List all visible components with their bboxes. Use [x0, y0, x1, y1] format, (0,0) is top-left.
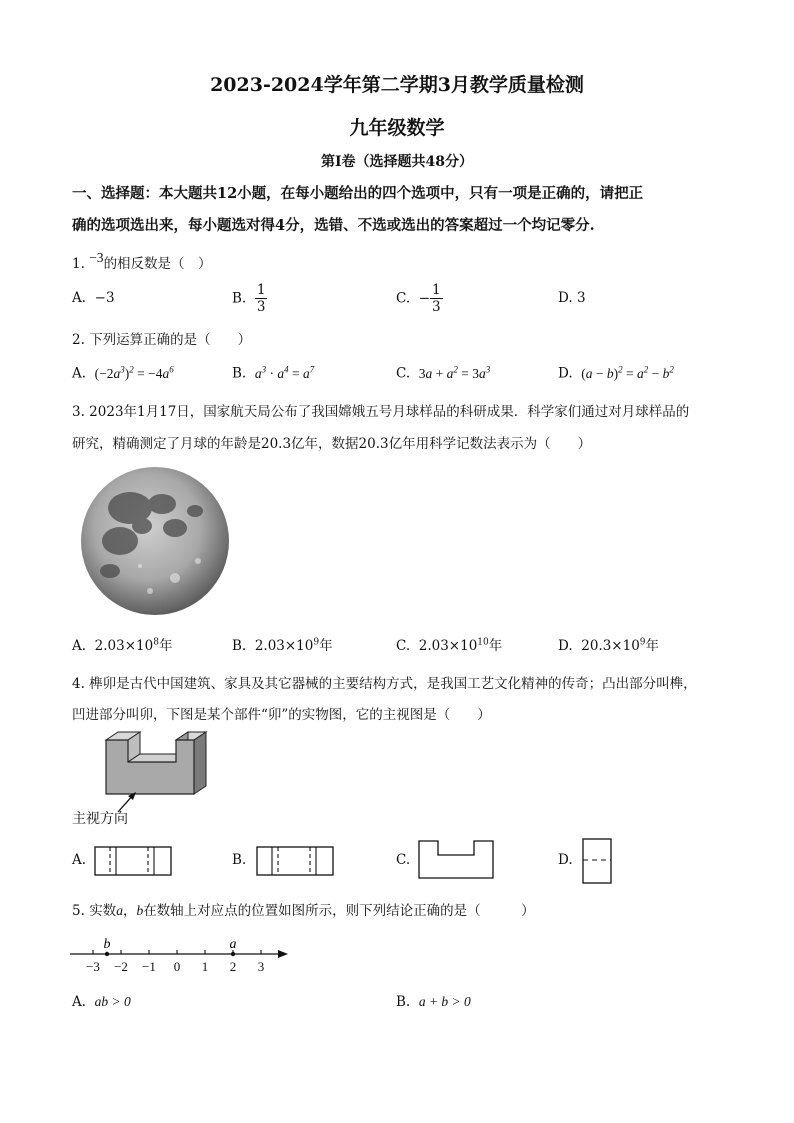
point-a — [231, 952, 235, 956]
option-label: A. — [72, 994, 87, 1010]
q4-option-b-label[interactable]: B. — [232, 852, 247, 868]
axis-arrow — [278, 950, 288, 958]
option-exponent: 10 — [477, 637, 489, 648]
question-2 — [72, 328, 251, 348]
q4-option-a-label[interactable]: A. — [72, 852, 87, 868]
section-line-2: 确的选项选出来，每小题选对得4分，选错、不选或选出的答案超过一个均记零分. — [72, 217, 595, 234]
moon-image — [80, 466, 230, 616]
option-label: C. — [396, 290, 411, 307]
question-number: 5. — [72, 903, 85, 919]
option-label: B. — [232, 638, 247, 654]
option-label: C. — [396, 365, 411, 382]
axis-tick-label: 3 — [257, 959, 265, 974]
question-3-line-1: 3. 2023年1月17日，国家航天局公布了我国嫦娥五号月球样品的科研成果．科学家们通过对月球样品的 — [72, 404, 690, 420]
fraction: $\frac{1}{3}$ — [432, 282, 441, 315]
axis-tick-label: −1 — [142, 959, 156, 974]
option-label: B. — [232, 365, 247, 382]
option-label: B. — [232, 290, 247, 307]
option-unit: 年 — [488, 638, 503, 654]
q2-b-formula: $a^3 \cdot a^4 = a^7$ — [254, 364, 315, 381]
option-label: A. — [72, 638, 87, 654]
q3-option-c[interactable] — [396, 634, 502, 654]
q1-option-a[interactable] — [72, 290, 115, 306]
option-label: D. — [558, 638, 573, 654]
q5-option-a[interactable] — [72, 994, 131, 1010]
point-a-label: a — [229, 937, 237, 952]
variable-b: b — [136, 903, 144, 918]
question-4-line-1: 4. 榫卯是古代中国建筑、家具及其它器械的主要结构方式，是我国工艺文化精神的传奇；凸出部分叫榫， — [72, 676, 697, 692]
q2-option-d[interactable] — [558, 364, 674, 382]
q2-d-formula: $(a - b)^2 = a^2 - b^2$ — [581, 364, 674, 381]
axis-tick-label: 1 — [201, 959, 209, 974]
question-number: 2. — [72, 332, 85, 348]
number-line — [66, 934, 296, 980]
option-label: C. — [396, 638, 411, 654]
q2-text: 下列运算正确的是（ ） — [89, 332, 252, 348]
option-mantissa: 2.03×10 — [418, 638, 478, 654]
q2-a-formula: $(-2a^3)^2 = -4a^6$ — [94, 364, 174, 381]
q4-option-c-label[interactable]: C. — [396, 852, 411, 868]
point-b — [105, 952, 109, 956]
option-unit: 年 — [319, 638, 333, 654]
minus-sign: − — [418, 290, 431, 307]
option-exponent: 9 — [313, 637, 320, 648]
q4-option-a-figure[interactable] — [94, 846, 174, 878]
q4-option-c-figure[interactable] — [418, 840, 498, 880]
q1-text: 的相反数是（ ） — [103, 256, 212, 272]
volume-title: 第Ⅰ卷（选择题共48分） — [320, 154, 474, 170]
q1-expression: −3 — [89, 250, 104, 265]
option-exponent: 8 — [153, 637, 159, 648]
option-value: ab > 0 — [94, 994, 131, 1009]
q5-option-b[interactable] — [396, 994, 471, 1010]
q3-option-a[interactable] — [72, 634, 172, 654]
q4-option-b-figure[interactable] — [256, 846, 336, 878]
q2-c-formula: $3a + a^2 = 3a^3$ — [418, 364, 491, 381]
q1-option-d[interactable] — [558, 290, 586, 306]
option-label: D. — [558, 365, 573, 382]
axis-tick-label: −3 — [86, 959, 100, 974]
question-4-line-2: 凹进部分叫卯，下图是某个部件“卯”的实物图，它的主视图是（ ） — [72, 707, 491, 723]
q4-option-d-label[interactable]: D. — [558, 852, 573, 868]
q5-sep: ， — [122, 903, 137, 919]
variable-a: a — [116, 903, 123, 918]
view-direction-label: 主视方向 — [72, 811, 128, 827]
option-label: B. — [396, 994, 411, 1010]
axis-tick-label: 0 — [173, 959, 181, 974]
fraction: $\frac{1}{3}$ — [256, 282, 266, 315]
question-3-line-2: 研究，精确测定了月球的年龄是20.3亿年，数据20.3亿年用科学记数法表示为（ ） — [72, 436, 592, 452]
option-value: 3 — [576, 290, 586, 306]
q2-option-b[interactable] — [232, 364, 314, 382]
question-number: 1. — [72, 256, 85, 272]
page-title: 2023-2024学年第二学期3月教学质量检测 — [210, 74, 584, 96]
option-label: A. — [72, 365, 87, 382]
q2-option-a[interactable] — [72, 364, 174, 382]
option-mantissa: 20.3×10 — [581, 638, 640, 654]
question-5 — [72, 899, 535, 919]
option-label: A. — [72, 290, 87, 306]
option-unit: 年 — [645, 638, 660, 654]
option-unit: 年 — [158, 638, 173, 654]
section-line-1: 一、选择题：本大题共12小题，在每小题给出的四个选项中，只有一项是正确的，请把正 — [72, 185, 644, 202]
q4-option-d-figure[interactable] — [582, 838, 614, 886]
point-b-label: b — [103, 937, 111, 952]
q1-option-b[interactable] — [232, 282, 267, 315]
q5-pre: 实数 — [89, 903, 117, 919]
option-value: −3 — [94, 290, 115, 306]
option-mantissa: 2.03×10 — [254, 638, 314, 654]
option-mantissa: 2.03×10 — [94, 638, 154, 654]
axis-tick-label: 2 — [229, 959, 237, 974]
option-label: D. — [558, 290, 573, 306]
q3-option-d[interactable] — [558, 634, 659, 654]
subject-title: 九年级数学 — [349, 117, 445, 139]
option-value: a + b > 0 — [418, 994, 471, 1009]
q2-option-c[interactable] — [396, 364, 490, 382]
option-exponent: 9 — [639, 637, 646, 648]
q5-text: 在数轴上对应点的位置如图所示，则下列结论正确的是（ ） — [143, 903, 535, 919]
question-1 — [72, 252, 212, 272]
q3-option-b[interactable] — [232, 634, 333, 654]
axis-tick-label: −2 — [114, 959, 128, 974]
q1-option-c[interactable] — [396, 282, 443, 315]
